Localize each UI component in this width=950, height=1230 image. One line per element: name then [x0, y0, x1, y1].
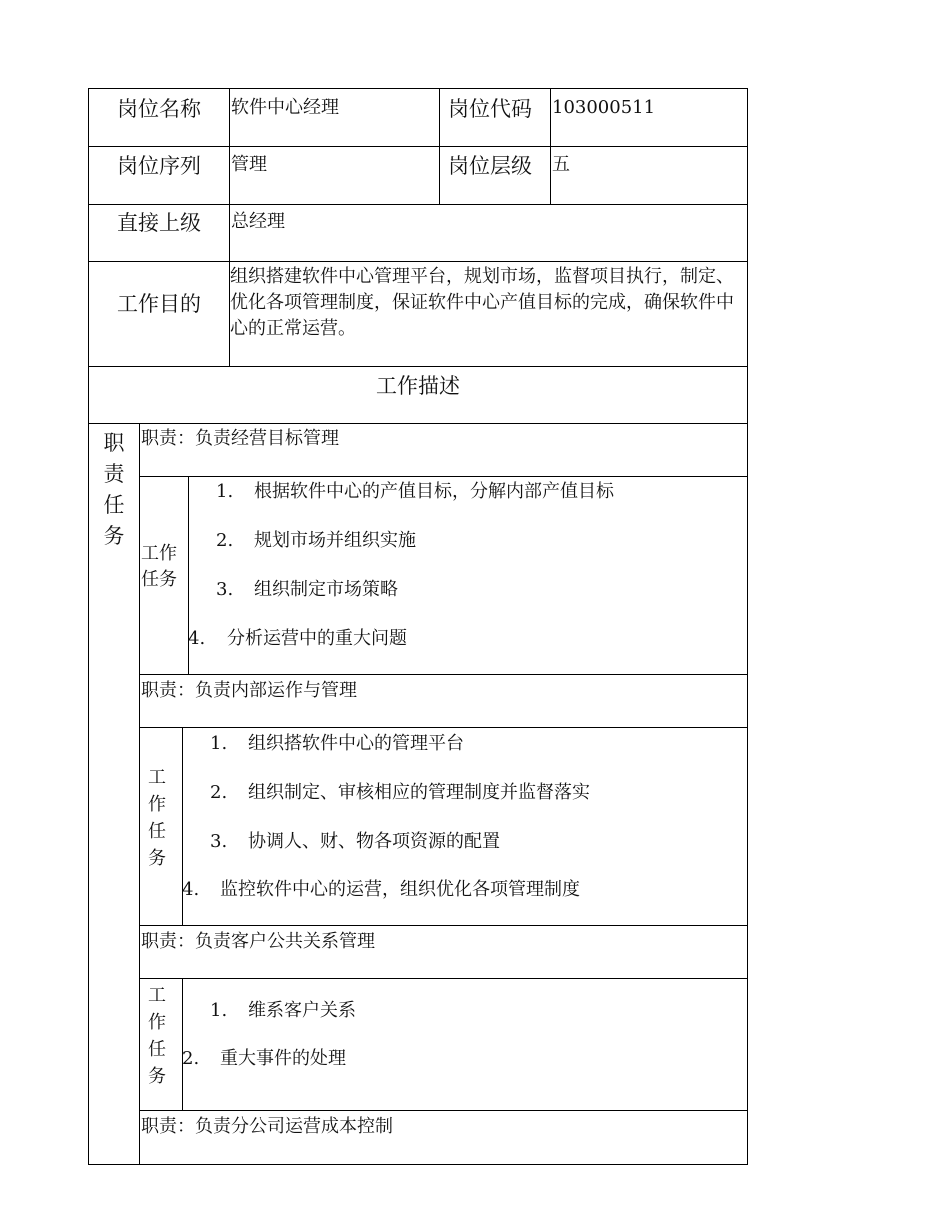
work-tasks-label: 工 作 任 务: [148, 767, 166, 869]
task-number: 1.: [216, 481, 234, 502]
duty-title: 职责：负责经营目标管理: [141, 428, 339, 449]
position-level-label: 岗位层级: [448, 154, 532, 178]
task-text: 协调人、财、物各项资源的配置: [248, 831, 500, 852]
task-number: 2.: [182, 1048, 200, 1069]
task-text: 根据软件中心的产值目标，分解内部产值目标: [254, 481, 614, 502]
superior-value: 总经理: [231, 211, 285, 232]
task-number: 4.: [182, 879, 200, 900]
position-code-label: 岗位代码: [448, 97, 532, 121]
duty-title: 职责：负责分公司运营成本控制: [141, 1116, 393, 1137]
task-text: 组织制定、审核相应的管理制度并监督落实: [248, 782, 590, 803]
position-name-label: 岗位名称: [117, 97, 201, 121]
task-number: 2.: [210, 782, 228, 803]
task-number: 2.: [216, 530, 234, 551]
purpose-value: 组织搭建软件中心管理平台，规划市场，监督项目执行，制定、优化各项管理制度，保证软件中心产值目标的完成，确保软件中心的正常运营。: [230, 266, 734, 339]
duty-title: 职责：负责客户公共关系管理: [141, 931, 375, 952]
section-title: 工作描述: [376, 374, 460, 398]
work-tasks-label: 工 作 任 务: [148, 985, 166, 1087]
task-number: 1.: [210, 1000, 228, 1021]
task-text: 规划市场并组织实施: [254, 530, 416, 551]
superior-label: 直接上级: [117, 211, 201, 235]
purpose-label: 工作目的: [117, 292, 201, 316]
work-tasks-label: 工作 任务: [141, 543, 177, 590]
task-number: 3.: [216, 579, 234, 600]
task-text: 组织制定市场策略: [254, 579, 398, 600]
task-number: 4.: [188, 628, 206, 649]
task-text: 重大事件的处理: [220, 1048, 346, 1069]
duties-tasks-label: 职 责 任 务: [103, 431, 125, 548]
position-series-label: 岗位序列: [117, 154, 201, 178]
position-name-value: 软件中心经理: [231, 97, 339, 118]
task-number: 1.: [210, 733, 228, 754]
task-text: 监控软件中心的运营，组织优化各项管理制度: [220, 879, 580, 900]
task-text: 分析运营中的重大问题: [227, 628, 407, 649]
position-series-value: 管理: [231, 154, 267, 175]
position-level-value: 五: [552, 154, 570, 175]
task-number: 3.: [210, 831, 228, 852]
task-text: 维系客户关系: [248, 1000, 356, 1021]
duty-title: 职责：负责内部运作与管理: [141, 680, 357, 701]
position-code-value: 103000511: [552, 97, 656, 118]
task-text: 组织搭软件中心的管理平台: [248, 733, 464, 754]
